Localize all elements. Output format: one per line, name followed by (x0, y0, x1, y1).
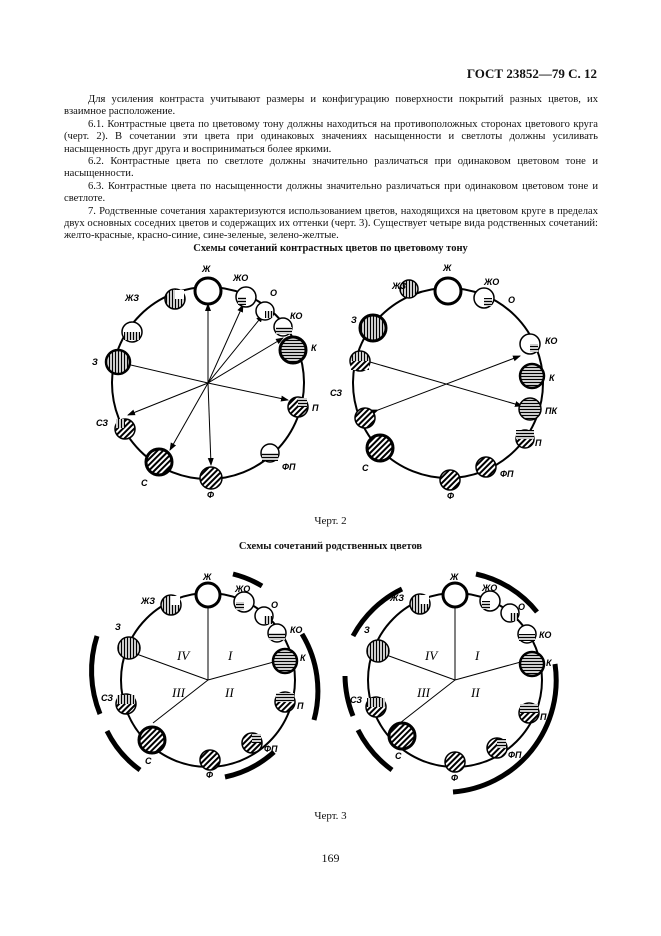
wheel-label: З (364, 625, 370, 635)
wheel-label: КО (545, 336, 558, 346)
wheel-label: С (362, 463, 369, 473)
sector-label: III (417, 685, 430, 700)
figure-2-right-wheel (330, 263, 558, 501)
sector-label: I (228, 648, 233, 663)
figure-3-title: Схемы сочетаний родственных цветов (238, 541, 423, 552)
wheel-label: О (271, 600, 279, 610)
paragraph: 7. Родственные сочетания характеризуются использованием цветов, находящихся на цветовом круге в пределах двух основных соседних цветов и содержащих их оттенки (черт. 3). Существует четыре вида родственных сочетаний: желто-красные, красно-синие, сине-зеленые, зелено-желтые. (64, 205, 598, 242)
sector-label: III (172, 685, 185, 700)
wheel-label: П (312, 403, 319, 413)
paragraph: 6.2. Контрастные цвета по светлоте должны значительно различаться при одинаковом цветовом тоне и насыщенности. (64, 156, 598, 180)
wheel-label: СЗ (96, 418, 109, 428)
wheel-label: С (395, 751, 402, 761)
wheel-label: КО (539, 630, 552, 640)
wheel-label: Ф (451, 773, 459, 783)
wheel-label: Ф (207, 490, 215, 500)
wheel-label: СЗ (330, 388, 343, 398)
paragraph: 6.3. Контрастные цвета по насыщенности должны значительно различаться при одинаковом цветовом тоне и светлоте. (64, 180, 598, 205)
wheel-label: ЖО (484, 277, 500, 287)
wheel-label: Ж (450, 572, 459, 582)
wheel-label: КО (290, 625, 303, 635)
wheel-label: С (145, 756, 152, 766)
sector-label: IV (177, 648, 190, 663)
wheel-label: ЖО (235, 584, 251, 594)
wheel-label: П (540, 712, 547, 722)
wheel-label: ПК (545, 406, 558, 416)
figure-3-caption: Черт. 3 (314, 810, 347, 822)
figure-3-left-wheel (92, 572, 318, 780)
sector-label: I (475, 648, 480, 663)
wheel-label: ЖЗ (392, 281, 407, 291)
wheel-label: К (300, 653, 306, 663)
figure-3-right-wheel (345, 572, 556, 792)
wheel-label: З (92, 357, 98, 367)
figure-2-caption: Черт. 2 (314, 515, 347, 527)
wheel-label: СЗ (350, 695, 363, 705)
sector-label: IV (425, 648, 438, 663)
page-header: ГОСТ 23852—79 С. 12 (466, 66, 597, 81)
wheel-label: ЖО (482, 583, 498, 593)
wheel-label: ФП (282, 462, 296, 472)
wheel-label: ФП (264, 744, 278, 754)
wheel-label: З (351, 315, 357, 325)
wheel-label: КО (290, 311, 303, 321)
wheel-label: ФП (500, 469, 514, 479)
wheel-label: Ф (447, 491, 455, 501)
wheel-label: О (508, 295, 516, 305)
wheel-label: Ж (203, 572, 212, 582)
figure-2-left-wheel (92, 264, 319, 500)
wheel-label: О (270, 288, 278, 298)
wheel-label: К (546, 658, 552, 668)
wheel-label: К (549, 373, 555, 383)
wheel-label: П (297, 701, 304, 711)
wheel-label: ЖЗ (390, 593, 405, 603)
wheel-label: К (311, 343, 317, 353)
figure-2-title: Схемы сочетаний контрастных цветов по цветовому тону (193, 243, 468, 254)
paragraph: Для усиления контраста учитывают размеры и конфигурацию поверхности покрытий разных цветов, их взаимное расположение. (64, 94, 598, 118)
wheel-label: С (141, 478, 148, 488)
wheel-label: СЗ (101, 693, 114, 703)
wheel-label: ЖО (233, 273, 249, 283)
wheel-label: П (535, 438, 542, 448)
paragraph: 6.1. Контрастные цвета по цветовому тону должны находиться на противоположных сторонах цветового круга (черт. 2). В сочетании эти цвета при одинаковых значениях насыщенности и светлоты должны усиливать насыщенность друг друга и восприниматься более яркими. (64, 118, 598, 155)
wheel-label: ЖЗ (141, 596, 156, 606)
sector-label: II (225, 685, 234, 700)
sector-label: II (471, 685, 480, 700)
wheel-label: З (115, 622, 121, 632)
wheel-label: ФП (508, 750, 522, 760)
page-number: 169 (321, 851, 340, 865)
wheel-label: Ж (443, 263, 452, 273)
wheel-label: Ж (202, 264, 211, 274)
wheel-label: ЖЗ (125, 293, 140, 303)
wheel-label: Ф (206, 770, 214, 780)
wheel-label: О (518, 602, 526, 612)
